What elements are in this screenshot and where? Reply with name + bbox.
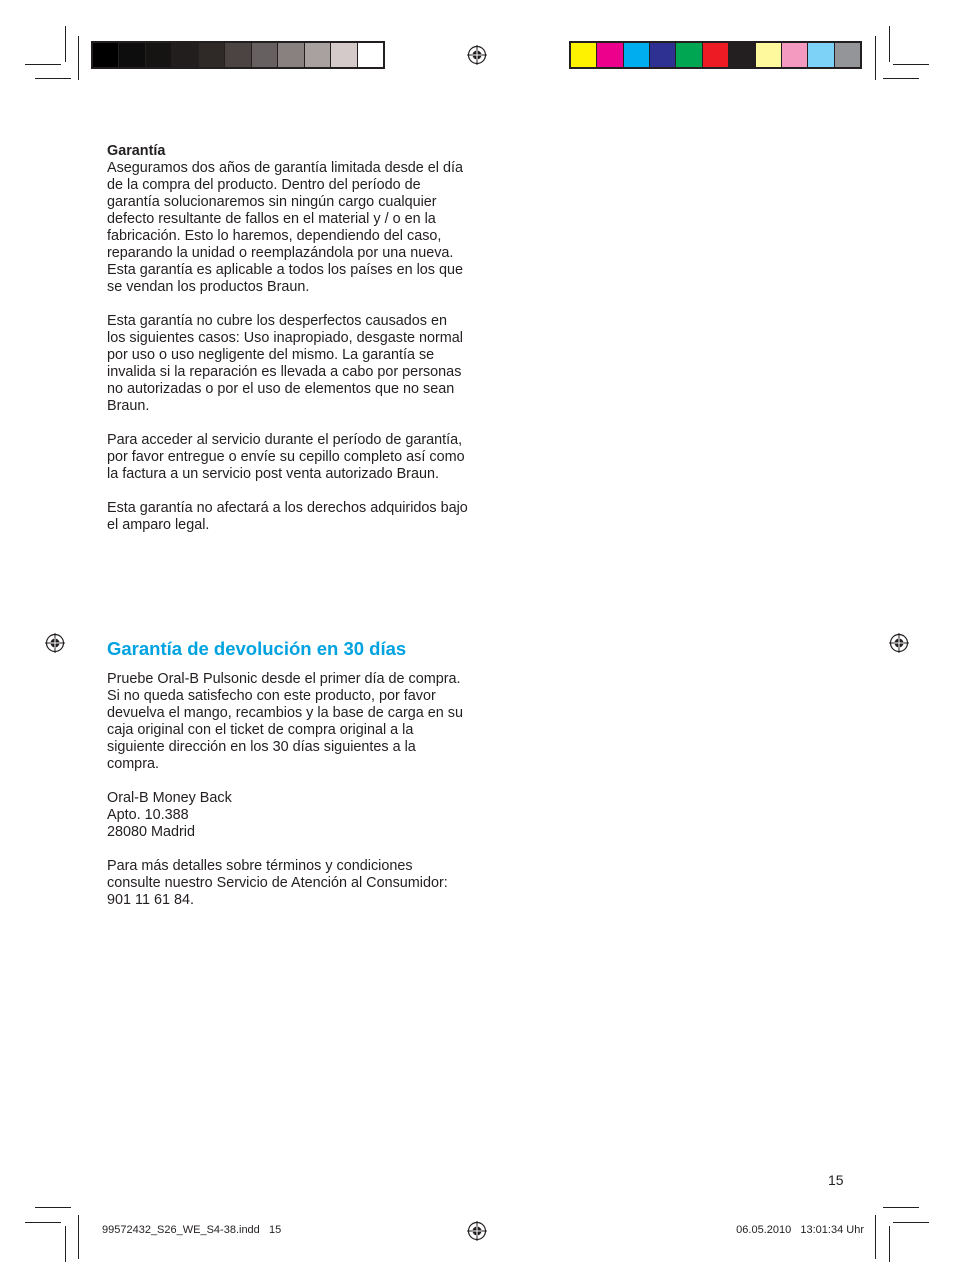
address-line: 28080 Madrid <box>107 824 196 840</box>
color-swatch <box>224 43 250 67</box>
money-back-contact: Para más detalles sobre términos y condiciones consulte nuestro Servicio de Atención al Consumidor: 901 11 61 84. <box>107 858 448 908</box>
grayscale-calibration-bar <box>91 41 385 69</box>
color-swatch <box>649 43 675 67</box>
color-swatch <box>171 43 197 67</box>
registration-mark-icon <box>45 633 65 653</box>
return-address <box>107 790 469 841</box>
warranty-paragraph: Para acceder al servicio durante el período de garantía, por favor entregue o envíe su cepillo completo así como la factura a un servicio post venta autorizado Braun. <box>107 432 465 482</box>
color-swatch <box>118 43 144 67</box>
registration-mark-icon <box>467 1221 487 1241</box>
color-swatch <box>702 43 728 67</box>
color-swatch <box>623 43 649 67</box>
address-line: Apto. 10.388 <box>107 807 189 823</box>
registration-mark-icon <box>889 633 909 653</box>
color-swatch <box>330 43 356 67</box>
color-swatch <box>675 43 701 67</box>
color-swatch <box>304 43 330 67</box>
money-back-section <box>107 671 469 909</box>
money-back-intro: Pruebe Oral-B Pulsonic desde el primer día de compra. Si no queda satisfecho con este producto, por favor devuelva el mango, recambios y la base de carga en su caja original con el ticket de compra original a la siguiente dirección en los 30 días siguientes a la compra. <box>107 671 463 772</box>
color-swatch <box>596 43 622 67</box>
warranty-section <box>107 143 469 534</box>
color-swatch <box>277 43 303 67</box>
warranty-heading: Garantía <box>107 143 166 159</box>
slug-timestamp: 06.05.2010 13:01:34 Uhr <box>736 1224 864 1236</box>
color-swatch <box>728 43 754 67</box>
color-swatch <box>198 43 224 67</box>
page-number: 15 <box>828 1172 844 1188</box>
color-swatch <box>251 43 277 67</box>
warranty-paragraph: Esta garantía no cubre los desperfectos causados en los siguientes casos: Uso inapropiado, desgaste normal por uso o uso negligente del mismo. La garantía se invalida si la reparación es llevada a cabo por personas no autorizadas o por el uso de elementos que no sean Braun. <box>107 313 463 414</box>
color-swatch <box>834 43 860 67</box>
color-swatch <box>93 43 118 67</box>
color-calibration-bar <box>569 41 862 69</box>
color-swatch <box>781 43 807 67</box>
color-swatch <box>755 43 781 67</box>
color-swatch <box>145 43 171 67</box>
warranty-paragraph: Aseguramos dos años de garantía limitada desde el día de la compra del producto. Dentro del período de garantía solucionaremos sin ningún cargo cualquier defecto resultante de fallos en el material y / o en la fabricación. Esto lo haremos, dependiendo del caso, reparando la unidad o reemplazándola por una nueva. Esta garantía es aplicable a todos los países en los que se vendan los productos Braun. <box>107 160 463 295</box>
registration-mark-icon <box>467 45 487 65</box>
color-swatch <box>571 43 596 67</box>
money-back-title: Garantía de devolución en 30 días <box>107 638 407 659</box>
color-swatch <box>357 43 383 67</box>
slug-file: 99572432_S26_WE_S4-38.indd 15 <box>102 1224 282 1236</box>
color-swatch <box>807 43 833 67</box>
warranty-paragraph: Esta garantía no afectará a los derechos adquiridos bajo el amparo legal. <box>107 500 468 533</box>
address-line: Oral-B Money Back <box>107 790 232 806</box>
